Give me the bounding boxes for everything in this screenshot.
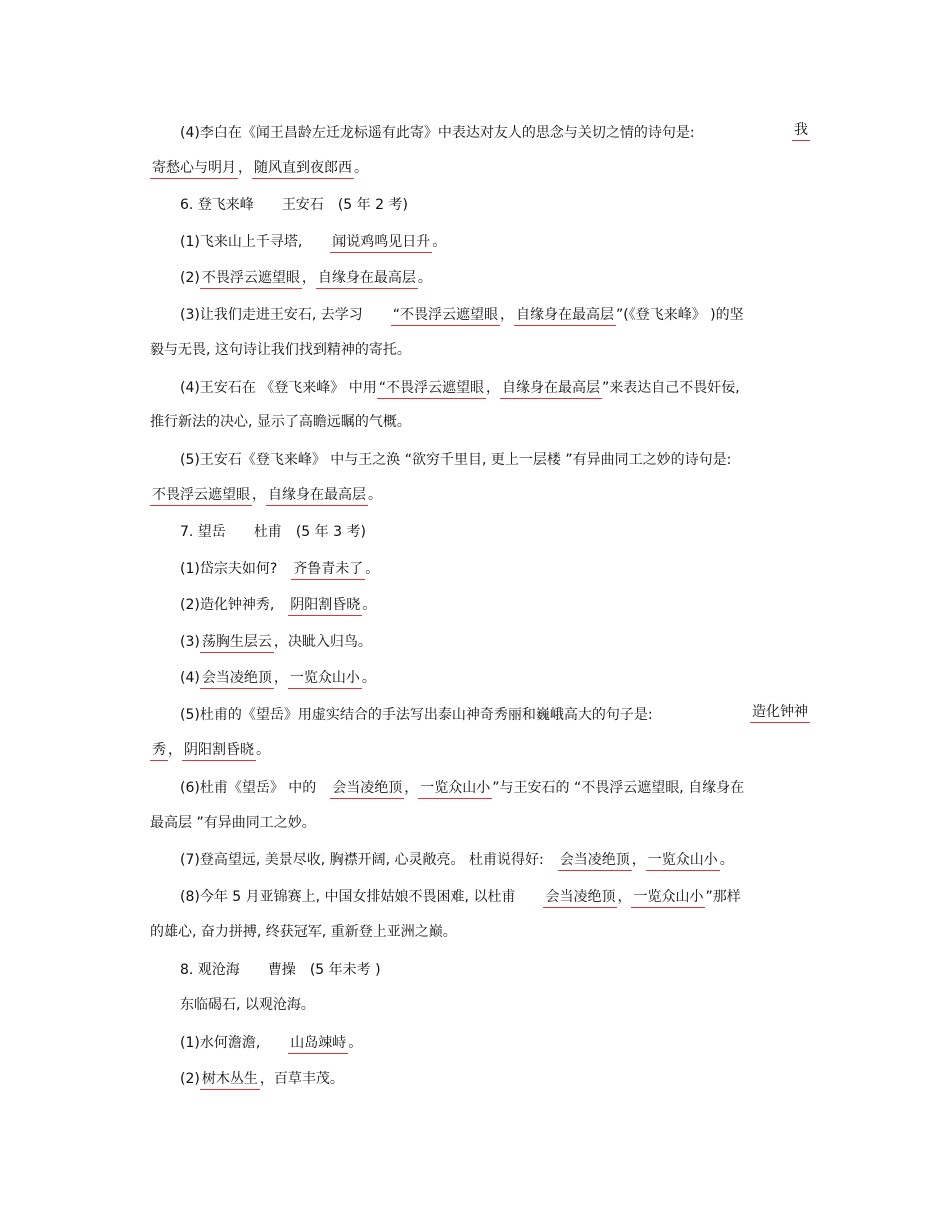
question-text: (8)今年 5 月亚锦赛上, 中国女排姑娘不畏困难, 以杜甫 (180, 889, 516, 905)
answer-blank: 会当凌绝顶 (558, 850, 632, 871)
question-6-4-cont (150, 409, 810, 435)
poem-title: 7. 望岳 (180, 524, 226, 540)
answer-blank: 阴阳割昏晓 (182, 740, 256, 761)
question-text: 推行新法的决心, 显示了高瞻远瞩的气概。 (150, 414, 411, 430)
exam-note: (5 年未考 ) (309, 962, 381, 978)
poem-author: 杜甫 (253, 524, 282, 540)
answer-blank: “不畏浮云遮望眼 (377, 378, 486, 399)
exam-note: (5 年 2 考) (337, 197, 408, 213)
question-7-6 (180, 775, 810, 801)
question-text: (5)王安石《登飞来峰》 中与王之涣 “欲穷千里目, 更上一层楼 ”有异曲同工之妙的诗句是: (180, 452, 732, 468)
question-6-1 (180, 229, 810, 255)
answer-blank: 会当凌绝顶 (330, 778, 404, 799)
question-7-2 (180, 592, 810, 618)
answer-blank: 树木丛生 (200, 1069, 260, 1090)
question-7-1 (180, 556, 810, 582)
poem-intro (180, 992, 810, 1018)
question-6-4 (180, 375, 810, 401)
poem-title: 8. 观沧海 (180, 962, 240, 978)
punctuation: ， (252, 487, 266, 503)
question-7-8-cont (150, 919, 810, 945)
punctuation: ， (617, 889, 632, 905)
question-text: ”(《登飞来峰》 )的坚 (616, 307, 744, 323)
section-heading-8 (180, 957, 810, 983)
question-text: (3) (180, 634, 200, 650)
answer-blank: 闻说鸡鸣见日升 (330, 232, 432, 253)
question-text: 毅与无畏, 这句诗让我们找到精神的寄托。 (150, 342, 411, 358)
question-text: ”来表达自己不畏奸佞, (602, 380, 740, 396)
question-text: (1)飞来山上千寻塔, (180, 234, 303, 250)
answer-blank: 自缘身在最高层 (514, 305, 616, 326)
question-text: 东临碣石, 以观沧海。 (180, 997, 315, 1013)
question-text: 的雄心, 奋力拼搏, 终获冠军, 重新登上亚洲之巅。 (150, 924, 457, 940)
question-7-4 (180, 665, 810, 691)
question-7-6-cont (150, 810, 810, 836)
poem-author: 曹操 (267, 962, 296, 978)
question-text: (2) (180, 270, 200, 286)
answer-blank: 我 (792, 120, 810, 141)
answer-blank: 会当凌绝顶 (543, 887, 617, 908)
exam-note: (5 年 3 考) (295, 524, 366, 540)
question-text: (4)王安石在 《登飞来峰》 中用 (180, 380, 377, 396)
punctuation: 。 (362, 597, 377, 613)
question-text: (1)水何澹澹, (180, 1035, 261, 1051)
question-text: ，百草丰茂。 (259, 1071, 344, 1087)
punctuation: ， (631, 852, 646, 868)
question-5-4-cont (150, 155, 810, 181)
question-8-1 (180, 1030, 810, 1056)
question-text: (3)让我们走进王安石, 去学习 (180, 307, 363, 323)
answer-blank: 一览众山小 (418, 778, 492, 799)
question-7-5-cont (150, 737, 810, 763)
question-text: ”与王安石的 “不畏浮云遮望眼, 自缘身在 (492, 780, 745, 796)
answer-blank: 自缘身在最高层 (500, 378, 602, 399)
answer-blank: 阴阳割昏晓 (288, 595, 362, 616)
punctuation: 。 (365, 561, 380, 577)
question-6-3 (180, 302, 810, 328)
question-text: ”那样 (705, 889, 741, 905)
question-5-4 (180, 120, 810, 146)
question-text: ，决眦入归鸟。 (273, 634, 372, 650)
question-6-2 (180, 265, 810, 291)
question-text: (2) (180, 1071, 200, 1087)
answer-blank: 不畏浮云遮望眼 (200, 268, 302, 289)
answer-blank: 会当凌绝顶 (200, 668, 274, 689)
punctuation: 。 (348, 1035, 363, 1051)
poem-title: 6. 登飞来峰 (180, 197, 254, 213)
punctuation: 。 (361, 670, 376, 686)
answer-blank: 一览众山小 (288, 668, 362, 689)
question-text: (4)李白在《闻王昌龄左迁龙标遥有此寄》中表达对友人的思念与关切之情的诗句是: (180, 125, 695, 141)
question-6-5-cont (150, 482, 810, 508)
question-text: (7)登高望远, 美景尽收, 胸襟开阔, 心灵敞亮。 杜甫说得好: (180, 852, 544, 868)
section-heading-6 (180, 192, 810, 218)
punctuation: 。 (417, 270, 432, 286)
question-text: (4) (180, 670, 200, 686)
answer-blank: 齐鲁青未了 (291, 559, 365, 580)
question-text: (6)杜甫《望岳》 中的 (180, 780, 317, 796)
question-8-2 (180, 1066, 810, 1092)
question-7-8 (180, 884, 810, 910)
question-6-5 (180, 447, 810, 473)
punctuation: ， (273, 670, 288, 686)
answer-blank: 一览众山小 (646, 850, 720, 871)
punctuation: 。 (432, 234, 447, 250)
punctuation: ， (500, 307, 514, 323)
punctuation: ， (404, 780, 419, 796)
punctuation: 。 (256, 742, 270, 758)
question-text: (2)造化钟神秀, (180, 597, 275, 613)
punctuation: 。 (354, 160, 368, 176)
answer-blank: 随风直到夜郎西 (252, 158, 354, 179)
answer-blank: 一览众山小 (631, 887, 705, 908)
punctuation: ， (486, 380, 500, 396)
answer-blank: 自缘身在最高层 (316, 268, 418, 289)
punctuation: 。 (719, 852, 734, 868)
answer-blank: 山岛竦峙 (288, 1033, 348, 1054)
punctuation: ， (301, 270, 316, 286)
question-text: (5)杜甫的《望岳》用虚实结合的手法写出泰山神奇秀丽和巍峨高大的句子是: (180, 707, 653, 723)
question-text: 最高层 ”有异曲同工之妙。 (150, 815, 316, 831)
question-7-7 (180, 847, 810, 873)
answer-blank: 寄愁心与明月 (150, 158, 238, 179)
question-6-3-cont (150, 337, 810, 363)
question-7-5 (180, 702, 810, 728)
section-heading-7 (180, 519, 810, 545)
question-7-3 (180, 629, 810, 655)
punctuation: ， (238, 160, 252, 176)
answer-blank: “不畏浮云遮望眼 (391, 305, 500, 326)
answer-blank: 秀 (150, 740, 168, 761)
question-text: (1)岱宗夫如何? (180, 561, 278, 577)
answer-blank: 自缘身在最高层 (266, 485, 368, 506)
answer-blank: 造化钟神 (750, 702, 810, 723)
punctuation: 。 (368, 487, 382, 503)
punctuation: ， (168, 742, 182, 758)
answer-blank: 不畏浮云遮望眼 (150, 485, 252, 506)
answer-blank: 荡胸生层云 (200, 632, 274, 653)
poem-author: 王安石 (281, 197, 324, 213)
